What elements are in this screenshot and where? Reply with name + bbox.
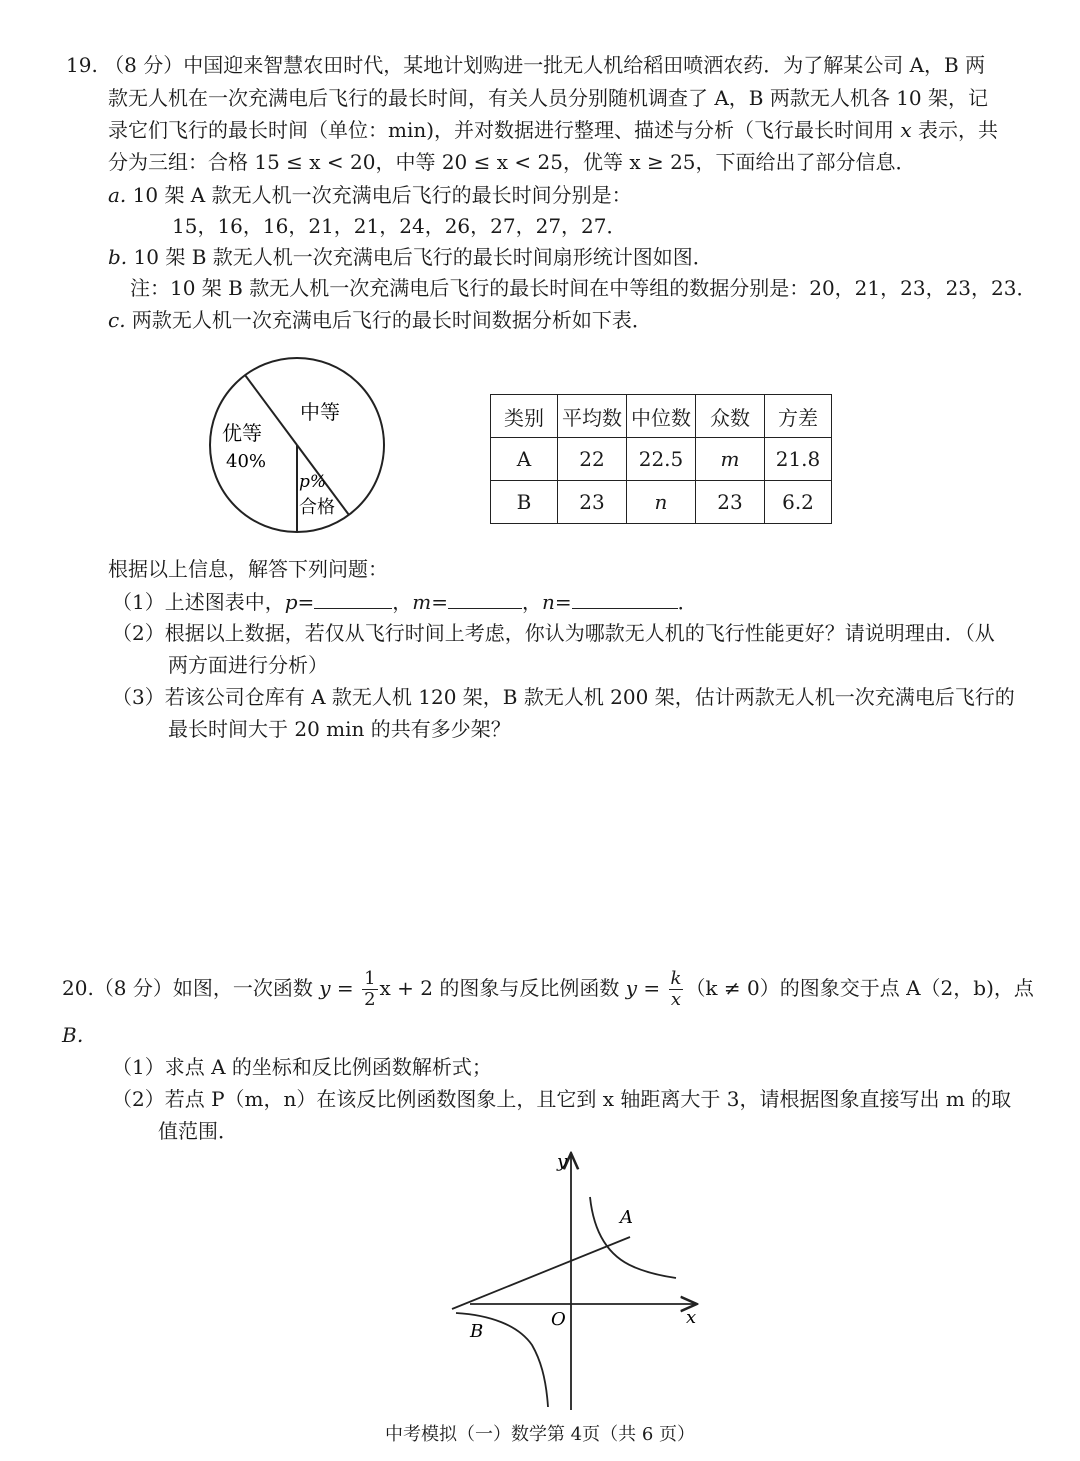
q20-linear-eq: = bbox=[330, 976, 361, 1000]
q19-item-c-text: 两款无人机一次充满电后飞行的最长时间数据分析如下表． bbox=[125, 308, 652, 332]
graph-point-b-label: B bbox=[470, 1321, 484, 1342]
q19-sub1-prefix: （1）上述图表中， bbox=[112, 590, 285, 614]
table-row bbox=[491, 438, 832, 481]
q19-line3-var: x bbox=[900, 118, 912, 142]
q20-sub1: （1）求点 A 的坐标和反比例函数解析式； bbox=[112, 1055, 492, 1079]
q19-item-b-label: b. bbox=[108, 245, 128, 269]
pie-pass-pct: p% bbox=[299, 472, 327, 492]
graph-point-a-label: A bbox=[620, 1207, 633, 1228]
table-cell: 22 bbox=[558, 438, 627, 481]
pie-pass-label: 合格 bbox=[299, 497, 335, 518]
q19-item-c-label: c. bbox=[108, 308, 126, 332]
fraction-denominator: 2 bbox=[364, 989, 376, 1010]
graph-y-label: y bbox=[557, 1151, 568, 1172]
q19-item-a-label: a. bbox=[108, 183, 127, 207]
q20-inverse-y: y bbox=[625, 976, 638, 1000]
q19-item-a-text: 10 架 A 款无人机一次充满电后飞行的最长时间分别是： bbox=[126, 183, 632, 207]
table-row bbox=[491, 481, 832, 524]
table-cell: A bbox=[491, 438, 558, 481]
q20-line1 bbox=[62, 968, 1034, 1010]
q19-sub1-p: p= bbox=[284, 590, 315, 614]
table-cell: m bbox=[696, 438, 765, 481]
q19-item-b-text: 10 架 B 款无人机一次充满电后飞行的最长时间扇形统计图如图． bbox=[127, 245, 713, 269]
pie-chart bbox=[200, 355, 400, 535]
stats-table bbox=[490, 394, 832, 524]
fraction-k: k bbox=[670, 968, 682, 989]
q20-inverse-eq: = bbox=[637, 976, 667, 1000]
pie-medium-label: 中等 bbox=[300, 400, 340, 424]
q20-part1: （8 分）如图，一次函数 bbox=[93, 976, 320, 1000]
table-cell: n bbox=[627, 481, 696, 524]
table-cell: 23 bbox=[558, 481, 627, 524]
table-cell: 23 bbox=[696, 481, 765, 524]
q20-linear-y: y bbox=[319, 976, 331, 1000]
q19-line4: 分为三组：合格 15 ≤ x < 20，中等 20 ≤ x < 25，优等 x ≥ 25，下面给出了部分信息． bbox=[108, 150, 916, 174]
q19-prompt: 根据以上信息，解答下列问题： bbox=[108, 557, 388, 581]
table-cell: 6.2 bbox=[765, 481, 832, 524]
q19-sub2-line1: （2）根据以上数据，若仅从飞行时间上考虑，你认为哪款无人机的飞行性能更好？请说明理由．（从 bbox=[112, 621, 995, 645]
q19-line2: 款无人机在一次充满电后飞行的最长时间，有关人员分别随机调查了 A，B 两款无人机各 10 架，记 bbox=[108, 86, 989, 110]
q19-item-a-data: 15，16，16，21，21，24，26，27，27，27． bbox=[172, 214, 627, 238]
q20-sub2-line1: （2）若点 P（m，n）在该反比例函数图象上，且它到 x 轴距离大于 3，请根据图象直接写出 m 的取 bbox=[112, 1087, 1012, 1111]
q19-item-a bbox=[108, 182, 632, 208]
fraction-half bbox=[362, 969, 377, 1010]
pie-excellent-pct: 40% bbox=[226, 451, 267, 472]
linear-function-line bbox=[452, 1237, 630, 1309]
answer-blank-p[interactable] bbox=[314, 588, 392, 609]
q19-sub1-m: m= bbox=[412, 590, 449, 614]
q19-item-b bbox=[108, 244, 713, 270]
q19-sub1: （1）上述图表中，p= ，m= ，n= ． bbox=[112, 590, 698, 614]
q20-sub2-line2: 值范围． bbox=[158, 1119, 238, 1143]
q19-sub2-line2: 两方面进行分析） bbox=[168, 653, 328, 677]
table-header-row bbox=[491, 395, 832, 438]
answer-blank-m[interactable] bbox=[448, 588, 522, 609]
pie-excellent-label: 优等 bbox=[222, 421, 262, 445]
q20-line2: B． bbox=[62, 1023, 97, 1047]
q19-item-c bbox=[108, 307, 652, 333]
q19-intro-1: （8 分）中国迎来智慧农田时代，某地计划购进一批无人机给稻田喷洒农药．为了解某公司 A，B 两 bbox=[104, 53, 986, 77]
q19-sub3-line1: （3）若该公司仓库有 A 款无人机 120 架，B 款无人机 200 架，估计两款无人机一次充满电后飞行的 bbox=[112, 685, 1015, 709]
function-graph bbox=[440, 1145, 720, 1415]
fraction-x: x bbox=[670, 989, 682, 1010]
table-header-cell: 平均数 bbox=[558, 395, 627, 438]
q19-note: 注：10 架 B 款无人机一次充满电后飞行的最长时间在中等组的数据分别是：20，21，23，23，23． bbox=[130, 276, 1037, 300]
table-header-cell: 众数 bbox=[696, 395, 765, 438]
q20-number: 20. bbox=[62, 976, 94, 1000]
fraction-k-over-x bbox=[669, 969, 684, 1010]
fraction-numerator: 1 bbox=[364, 968, 376, 989]
table-cell: 22.5 bbox=[627, 438, 696, 481]
answer-blank-n[interactable] bbox=[572, 588, 678, 609]
q19-number: 19. bbox=[66, 53, 98, 77]
q20-linear-tail: x + 2 的图象与反比例函数 bbox=[379, 976, 626, 1000]
q19-line3-a: 录它们飞行的最长时间（单位：min)，并对数据进行整理、描述与分析（飞行最长时间用 bbox=[108, 118, 901, 142]
table-cell: 21.8 bbox=[765, 438, 832, 481]
q19-line3 bbox=[108, 117, 998, 143]
q19-line1 bbox=[66, 52, 985, 78]
table-header-cell: 类别 bbox=[491, 395, 558, 438]
q19-line3-b: 表示，共 bbox=[911, 118, 999, 142]
q19-sub3-line2: 最长时间大于 20 min 的共有多少架？ bbox=[168, 717, 511, 741]
hyperbola-branch-q1 bbox=[590, 1197, 676, 1278]
table-header-cell: 中位数 bbox=[627, 395, 696, 438]
table-cell: B bbox=[491, 481, 558, 524]
q19-sub1-n: n= bbox=[542, 590, 572, 614]
graph-origin-label: O bbox=[551, 1309, 566, 1330]
page-footer: 中考模拟（一）数学第 4页（共 6 页） bbox=[384, 1424, 696, 1445]
table-header-cell: 方差 bbox=[765, 395, 832, 438]
graph-x-label: x bbox=[686, 1307, 697, 1328]
q20-part2: （k ≠ 0）的图象交于点 A（2，b)，点 bbox=[685, 976, 1034, 1000]
